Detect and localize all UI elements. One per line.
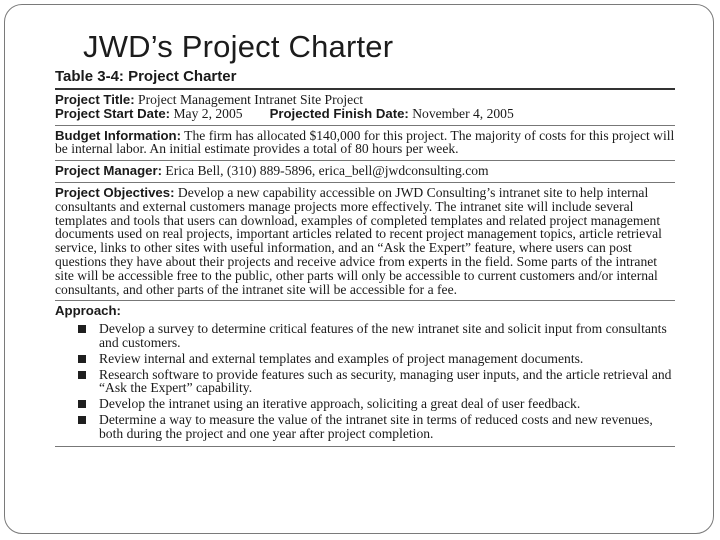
approach-label-text: Approach: <box>55 303 121 319</box>
approach-item-text: Develop the intranet using an iterative approach, soliciting a great deal of user feedback. <box>99 396 581 412</box>
approach-label <box>55 301 675 318</box>
finish-date <box>270 107 514 121</box>
table-caption: Table 3-4: Project Charter <box>55 68 675 90</box>
project-title-label: Project Title: <box>55 92 135 107</box>
square-bullet-icon <box>78 371 86 379</box>
square-bullet-icon <box>78 325 86 333</box>
approach-section <box>55 301 675 446</box>
finish-date-value: November 4, 2005 <box>412 105 514 121</box>
slide-frame <box>4 4 714 534</box>
approach-item-text: Develop a survey to determine critical features of the new intranet site and solicit input from consultants and customers. <box>99 321 667 350</box>
project-title-value: Project Management Intranet Site Project <box>138 92 364 107</box>
manager-value: Erica Bell, (310) 889-5896, erica_bell@jwdconsulting.com <box>165 163 489 179</box>
approach-item-text: Review internal and external templates and examples of project management documents. <box>99 350 584 366</box>
approach-list <box>55 322 675 440</box>
project-info-section <box>55 90 675 126</box>
square-bullet-icon <box>78 400 86 408</box>
manager-label: Project Manager: <box>55 163 162 179</box>
start-date <box>55 107 243 121</box>
manager-section <box>55 161 675 183</box>
approach-item <box>55 352 675 366</box>
objectives-label: Project Objectives: <box>55 184 175 200</box>
project-charter-table <box>55 68 675 447</box>
dates-row <box>55 107 675 121</box>
project-title-row <box>55 93 675 107</box>
budget-section <box>55 126 675 162</box>
start-date-label: Project Start Date: <box>55 105 171 121</box>
budget-label: Budget Information: <box>55 127 181 143</box>
slide-title: JWD’s Project Charter <box>83 29 394 64</box>
approach-item <box>55 413 675 441</box>
start-date-value: May 2, 2005 <box>173 105 243 121</box>
approach-item-text: Determine a way to measure the value of the intranet site in terms of reduced costs and new revenues, both during the project and one year after project completion. <box>99 411 653 441</box>
approach-item <box>55 368 675 396</box>
finish-date-label: Projected Finish Date: <box>269 105 409 121</box>
square-bullet-icon <box>78 416 86 424</box>
objectives-value: Develop a new capability accessible on JWD Consulting’s intranet site to help internal consultants and external customers manage projects more effectively. The intranet site will include several templates and tools that users can download, examples of completed templates and related project management documents used on real projects, important articles related to recent project management topics, article retrieval service, links to other sites with useful information, and an “Ask the Expert” feature, where users can post questions they have about their projects and receive advice from experts in the field. Some parts of the intranet site will be accessible free to the public, other parts will only be accessible to current customers and/or internal consultants, and other parts of the intranet site will be accessible for a fee. <box>55 184 662 297</box>
objectives-section <box>55 183 675 301</box>
approach-item <box>55 397 675 411</box>
square-bullet-icon <box>78 355 86 363</box>
approach-item-text: Research software to provide features such as security, managing user inputs, and the article retrieval and “Ask the Expert” capability. <box>99 366 672 396</box>
approach-item <box>55 322 675 350</box>
budget-value: The firm has allocated $140,000 for this project. The majority of costs for this project will be internal labor. An initial estimate provides a total of 80 hours per week. <box>55 127 675 157</box>
